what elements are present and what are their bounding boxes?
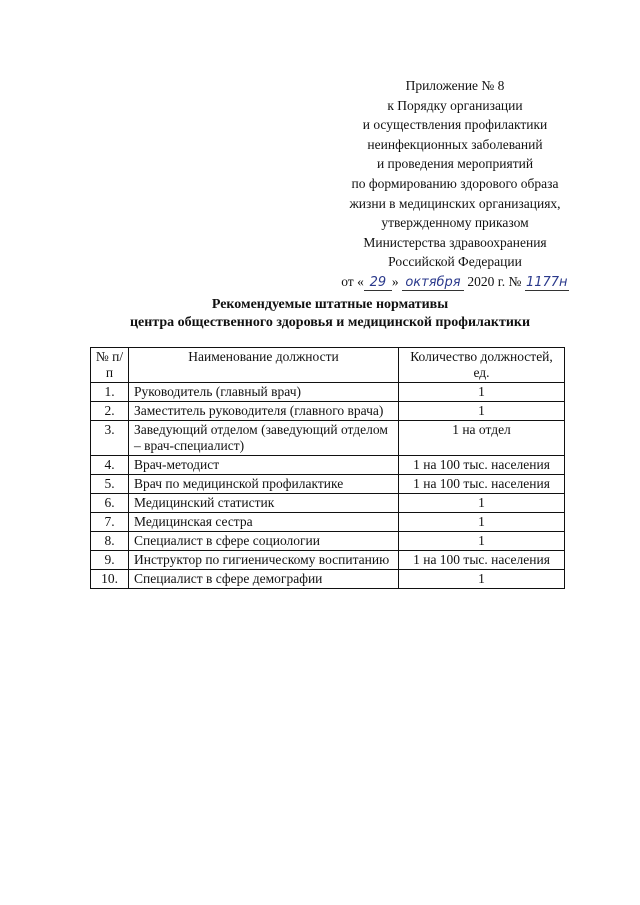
- appendix-line: утвержденному приказом: [381, 215, 529, 231]
- row-position: Специалист в сфере демографии: [129, 570, 399, 589]
- row-quantity: 1: [399, 402, 565, 421]
- table-row: [91, 402, 565, 421]
- date-prefix: от «: [341, 273, 364, 289]
- row-position: Врач-методист: [129, 456, 399, 475]
- row-number: 8.: [91, 532, 129, 551]
- row-number: 1.: [91, 383, 129, 402]
- row-position: Заведующий отделом (заведующий отделом – врач-специалист): [129, 421, 399, 456]
- row-number: 10.: [91, 570, 129, 589]
- appendix-line: к Порядку организации: [387, 97, 523, 113]
- row-quantity: 1 на 100 тыс. населения: [399, 475, 565, 494]
- title-line-1: Рекомендуемые штатные нормативы: [211, 297, 449, 312]
- appendix-line: Министерства здравоохранения: [363, 234, 547, 250]
- table-row: [91, 551, 565, 570]
- header-quantity: Количество должностей, ед.: [399, 348, 565, 383]
- table-row: [91, 532, 565, 551]
- appendix-line: неинфекционных заболеваний: [367, 136, 543, 152]
- handwritten-month: октября: [402, 275, 464, 291]
- appendix-line: Российской Федерации: [388, 254, 522, 270]
- row-quantity: 1: [399, 513, 565, 532]
- appendix-line: и осуществления профилактики: [362, 117, 548, 133]
- row-quantity: 1: [399, 494, 565, 513]
- handwritten-order-number: 1177н: [525, 274, 568, 290]
- appendix-header: [330, 76, 580, 292]
- document-title: [60, 296, 600, 332]
- row-quantity: 1 на 100 тыс. населения: [399, 456, 565, 475]
- row-quantity: 1 на 100 тыс. населения: [399, 551, 565, 570]
- row-quantity: 1 на отдел: [399, 421, 565, 456]
- table-header-row: [91, 348, 565, 383]
- row-position: Руководитель (главный врач): [129, 383, 399, 402]
- appendix-line: по формированию здорового образа: [351, 175, 559, 191]
- table-row: [91, 456, 565, 475]
- table-row: [91, 383, 565, 402]
- row-quantity: 1: [399, 383, 565, 402]
- appendix-line: жизни в медицинских организациях,: [349, 195, 561, 211]
- date-year: 2020 г. №: [467, 273, 522, 289]
- row-number: 7.: [91, 513, 129, 532]
- row-position: Инструктор по гигиеническому воспитанию: [129, 551, 399, 570]
- title-line-2: центра общественного здоровья и медицинской профилактики: [129, 315, 531, 330]
- date-sep: »: [391, 273, 399, 289]
- table-row: [91, 475, 565, 494]
- row-position: Специалист в сфере социологии: [129, 532, 399, 551]
- row-number: 3.: [91, 421, 129, 456]
- row-position: Медицинский статистик: [129, 494, 399, 513]
- handwritten-day: 29: [364, 275, 392, 291]
- table-row: [91, 421, 565, 456]
- row-number: 4.: [91, 456, 129, 475]
- header-number: № п/п: [91, 348, 129, 383]
- row-position: Медицинская сестра: [129, 513, 399, 532]
- row-position: Врач по медицинской профилактике: [129, 475, 399, 494]
- row-quantity: 1: [399, 532, 565, 551]
- row-number: 2.: [91, 402, 129, 421]
- table-row: [91, 570, 565, 589]
- order-date-line: [330, 272, 580, 292]
- table-row: [91, 513, 565, 532]
- appendix-line: Приложение № 8: [405, 78, 505, 93]
- header-position: Наименование должности: [129, 348, 399, 383]
- staffing-table: [90, 347, 565, 589]
- row-quantity: 1: [399, 570, 565, 589]
- table-row: [91, 494, 565, 513]
- row-number: 6.: [91, 494, 129, 513]
- row-number: 9.: [91, 551, 129, 570]
- row-number: 5.: [91, 475, 129, 494]
- appendix-line: и проведения мероприятий: [376, 156, 534, 172]
- row-position: Заместитель руководителя (главного врача): [129, 402, 399, 421]
